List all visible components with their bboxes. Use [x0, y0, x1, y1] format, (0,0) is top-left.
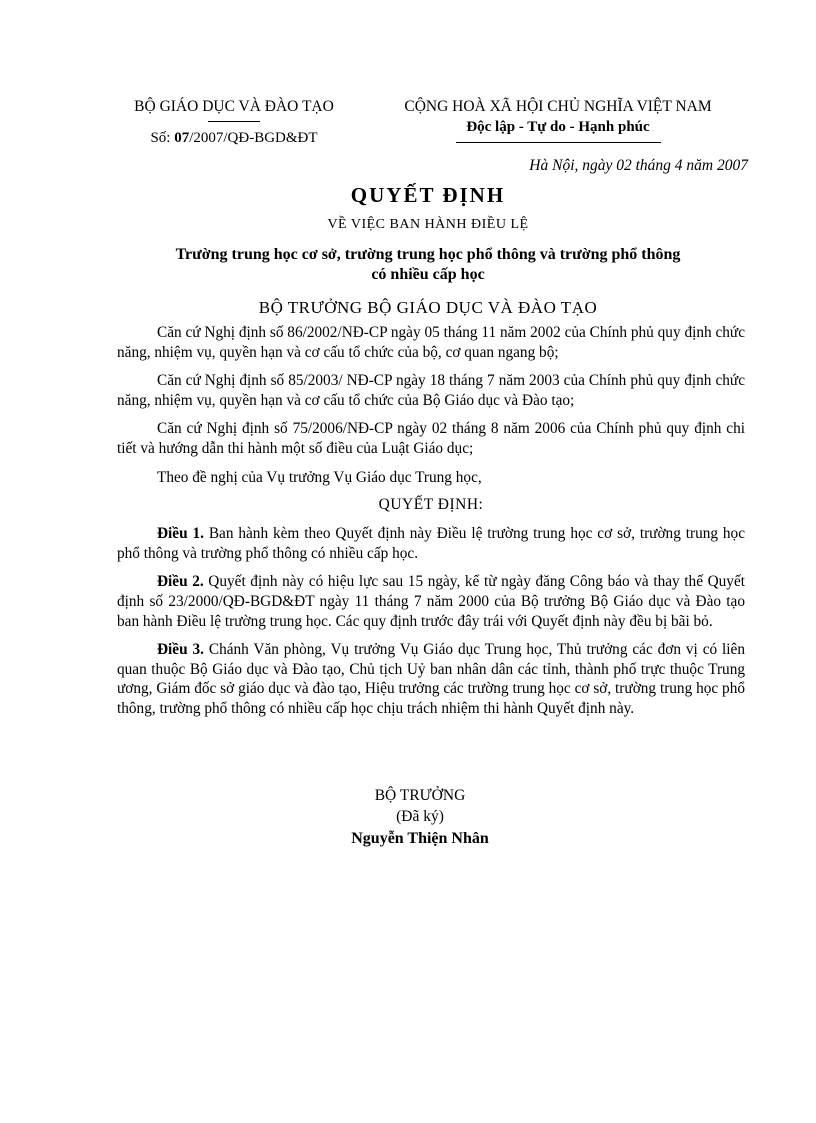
signer-name: Nguyễn Thiện Nhân — [351, 830, 489, 847]
signed-note: (Đã ký) — [396, 808, 444, 825]
regulation-title — [110, 245, 746, 285]
place-date: Hà Nội, ngày 02 tháng 4 năm 2007 — [529, 157, 748, 174]
article-text: Ban hành kèm theo Quyết định này Điều lệ trường trung học cơ sở, trường trung học phổ thông và trường phổ thông có nhiều cấp học. — [117, 525, 745, 562]
header-left — [110, 96, 358, 148]
signer-role: BỘ TRƯỞNG — [374, 787, 466, 804]
ministry-name: BỘ GIÁO DỤC VÀ ĐÀO TẠO — [134, 98, 334, 115]
header-right — [368, 96, 748, 143]
preamble-paragraph: Căn cứ Nghị định số 85/2003/ NĐ-CP ngày 18 tháng 7 năm 2003 của Chính phủ quy định chức năng, nhiệm vụ, quyền hạn và cơ cấu tổ chức của Bộ Giáo dục và Đào tạo; — [117, 372, 745, 409]
article-text: Chánh Văn phòng, Vụ trưởng Vụ Giáo dục Trung học, Thủ trưởng các đơn vị có liên quan thuộc Bộ Giáo dục và Đào tạo, Chủ tịch Uỷ ban nhân dân các tỉnh, thành phố trực thuộc Trung ương, Giám đốc sở giáo dục và đào tạo, Hiệu trưởng các trường trung học cơ sở, trường trung học phổ thông, trường phổ thông có nhiều cấp học chịu trách nhiệm thi hành Quyết định này. — [117, 641, 745, 717]
article-label: Điều 1. — [157, 525, 204, 543]
document-body — [117, 323, 745, 728]
document-title: QUYẾT ĐỊNH — [350, 183, 506, 207]
regulation-title-line2: có nhiều cấp học — [371, 266, 485, 283]
article-3 — [117, 640, 745, 718]
regulation-title-line1: Trường trung học cơ sở, trường trung học phổ thông và trường phổ thông — [175, 246, 681, 263]
doc-number-bold: 07 — [174, 130, 190, 146]
issuer-heading: BỘ TRƯỞNG BỘ GIÁO DỤC VÀ ĐÀO TẠO — [258, 298, 598, 317]
republic-name: CỘNG HOÀ XÃ HỘI CHỦ NGHĨA VIỆT NAM — [404, 98, 712, 115]
article-label: Điều 3. — [157, 641, 204, 659]
article-1 — [117, 524, 745, 563]
signature-block — [330, 786, 510, 850]
article-2 — [117, 572, 745, 631]
article-text: Quyết định này có hiệu lực sau 15 ngày, kể từ ngày đăng Công báo và thay thế Quyết định số 23/2000/QĐ-BGD&ĐT ngày 11 tháng 7 năm 2000 của Bộ trưởng Bộ Giáo dục và Đào tạo ban hành Điều lệ trường trung học. Các quy định trước đây trái với Quyết định này đều bị bãi bỏ. — [117, 573, 745, 630]
preamble-paragraph: Căn cứ Nghị định số 86/2002/NĐ-CP ngày 05 tháng 11 năm 2002 của Chính phủ quy định chức năng, nhiệm vụ, quyền hạn và cơ cấu tổ chức của bộ, cơ quan ngang bộ; — [117, 324, 745, 361]
doc-number-suffix: /2007/QĐ-BGD&ĐT — [189, 130, 318, 146]
document-number — [110, 128, 358, 148]
motto-underline — [456, 142, 661, 143]
document-subtitle: VỀ VIỆC BAN HÀNH ĐIỀU LỆ — [327, 217, 529, 232]
doc-number-prefix: Số: — [150, 130, 175, 146]
preamble-paragraph: Theo đề nghị của Vụ trưởng Vụ Giáo dục Trung học, — [157, 468, 482, 486]
national-motto: Độc lập - Tự do - Hạnh phúc — [466, 119, 650, 135]
ministry-underline — [208, 121, 260, 122]
decision-heading: QUYẾT ĐỊNH: — [378, 496, 484, 514]
article-label: Điều 2. — [157, 573, 204, 591]
preamble-paragraph: Căn cứ Nghị định số 75/2006/NĐ-CP ngày 02 tháng 8 năm 2006 của Chính phủ quy định chi tiết và hướng dẫn thi hành một số điều của Luật Giáo dục; — [117, 420, 745, 457]
